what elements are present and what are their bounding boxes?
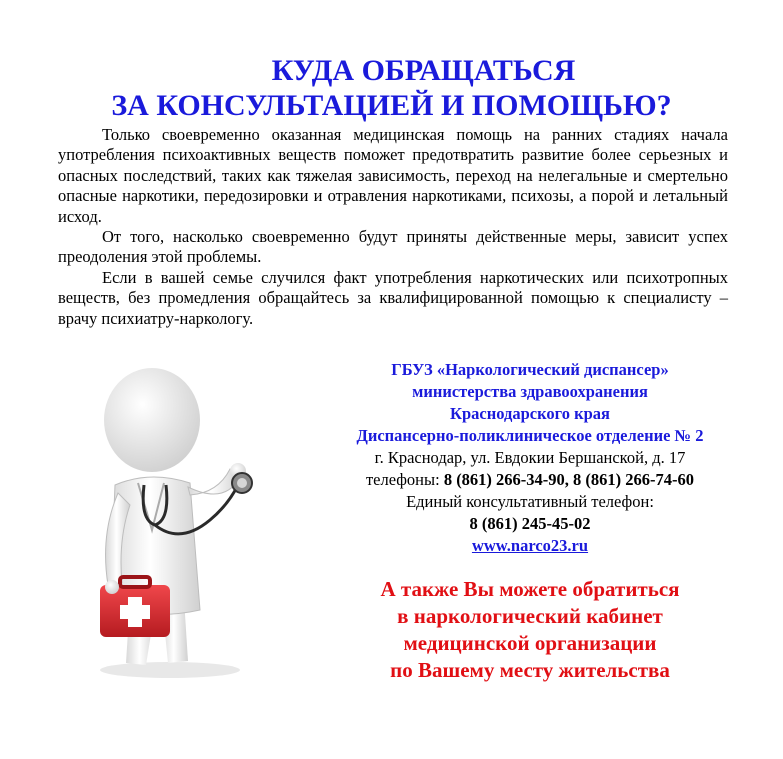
institution-name-1: ГБУЗ «Наркологический диспансер» [391,360,669,379]
title-line-1: КУДА ОБРАЩАТЬСЯ [271,54,576,87]
hotline-value: 8 (861) 245-45-02 [469,514,591,533]
notice-line-2: в наркологический кабинет [397,604,663,628]
address: г. Краснодар, ул. Евдокии Бершанской, д. 17 [374,448,686,467]
title-line-2: ЗА КОНСУЛЬТАЦИЕЙ И ПОМОЩЬЮ? [111,89,672,122]
hotline-label: Единый консультативный телефон: [406,492,654,511]
notice [330,576,730,684]
body-text [58,125,728,329]
institution-name-2: министерства здравоохранения [412,382,648,401]
website-link[interactable]: www.narco23.ru [471,536,589,555]
department-name: Диспансерно-поликлиническое отделение № 2 [356,426,704,445]
institution-info [320,359,740,557]
notice-line-1: А также Вы можете обратиться [380,577,680,601]
notice-line-3: медицинской организации [403,631,657,655]
paragraph-3: Если в вашей семье случился факт употребления наркотических или психотропных веществ, без промедления обращайтесь за квалифицированной помощью к специалисту – врачу психиатру-наркологу. [58,267,728,328]
doctor-illustration-icon [60,345,320,685]
phones-value: 8 (861) 266-34-90, 8 (861) 266-74-60 [443,470,695,489]
phones [320,469,740,491]
phones-label: телефоны: [365,470,444,489]
notice-line-4: по Вашему месту жительства [390,658,670,682]
paragraph-2: От того, насколько своевременно будут приняты действенные меры, зависит успех преодоления этой проблемы. [58,227,728,267]
institution-name-3: Краснодарского края [450,404,610,423]
paragraph-1: Только своевременно оказанная медицинская помощь на ранних стадиях начала употребления психоактивных веществ поможет предотвратить развитие более серьезных и опасных последствий, таких как тяжелая зависимость, переход на нелегальные и смертельно опасные наркотики, передозировки и отравления наркотиками, психозы, а порой и летальный исход. [58,125,728,226]
